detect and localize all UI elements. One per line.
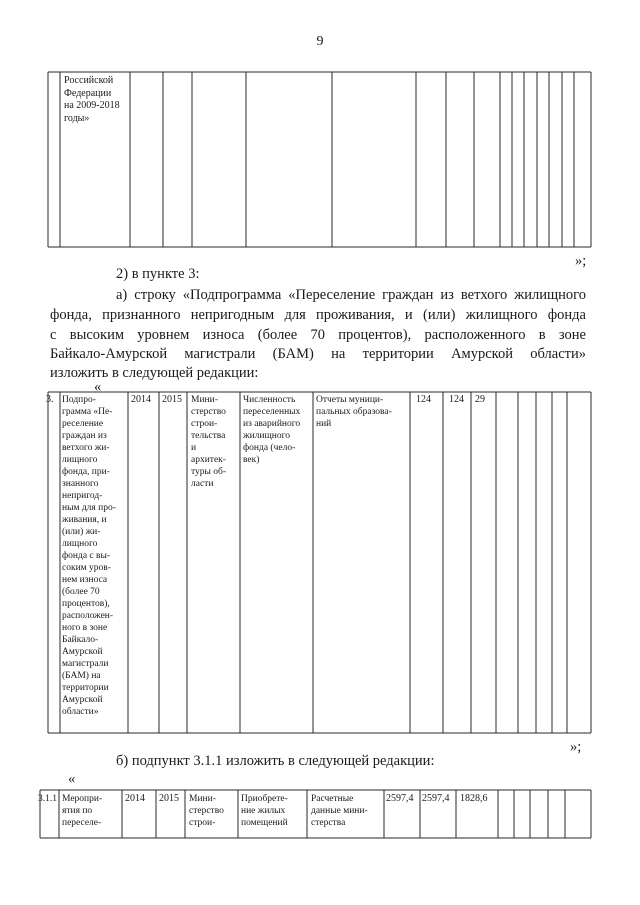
item-2-heading: 2) в пункте 3: xyxy=(116,266,200,282)
item-a-line-5: изложить в следующей редакции: xyxy=(50,365,259,381)
table-mid-v3: 29 xyxy=(475,394,485,405)
item-a-line-3: с высоким уровнем износа (более 70 процентов), расположенного в зоне xyxy=(50,327,586,343)
open-quote-2: « xyxy=(68,771,76,787)
table-bot-year-start: 2014 xyxy=(125,793,145,804)
item-b-heading: б) подпункт 3.1.1 изложить в следующей редакции: xyxy=(116,753,435,769)
item-a-line-1: а) строку «Подпрограмма «Переселение граждан из ветхого жилищного xyxy=(116,287,586,303)
table-bot-v3: 1828,6 xyxy=(460,793,488,804)
table-mid-year-end: 2015 xyxy=(162,394,182,405)
page-number: 9 xyxy=(316,34,324,49)
item-a-line-2: фонда, признанного непригодным для проживания, и (или) жилищного фонда xyxy=(50,307,586,323)
open-quote-1: « xyxy=(94,379,102,395)
table-bot-num: 3.1.1 xyxy=(38,794,57,804)
table-mid-year-start: 2014 xyxy=(131,394,151,405)
table-bot-indicator: Приобрете- ние жилых помещений xyxy=(241,794,288,828)
table-bot-source: Расчетные данные мини- стерства xyxy=(311,794,368,828)
table-mid-executor: Мини- стерство строи- тельства и архитек- туры об- ласти xyxy=(191,395,227,489)
table-mid-v2: 124 xyxy=(449,394,464,405)
table-bot-name: Меропри- ятия по переселе- xyxy=(62,794,103,828)
table-top-cell-name: Российской Федерации на 2009-2018 годы» xyxy=(64,75,120,124)
table-bot-v2: 2597,4 xyxy=(422,793,450,804)
close-quote-1: »; xyxy=(575,253,587,269)
table-mid-source: Отчеты муници- пальных образова- ний xyxy=(316,395,392,429)
table-mid-name: Подпро- грамма «Пе- реселение граждан из ветхого жи- лищного фонда, при- знанного непригод- ным для про- живания, и (или) жи- лищного фонда с вы- соким уров- нем износа (более 70 процентов), расположен- ного в зоне Байкало- Амурской магистрали (БАМ) на территории Амурской области» xyxy=(62,395,116,717)
table-mid-v1: 124 xyxy=(416,394,431,405)
table-mid-num: 3. xyxy=(46,394,54,405)
table-bot-year-end: 2015 xyxy=(159,793,179,804)
item-a-line-4: Байкало-Амурской магистрали (БАМ) на территории Амурской области» xyxy=(50,346,586,362)
close-quote-2: »; xyxy=(570,739,582,755)
table-mid-indicator: Численность переселенных из аварийного жилищного фонда (чело- век) xyxy=(243,395,301,465)
table-bot-v1: 2597,4 xyxy=(386,793,414,804)
table-bot-executor: Мини- стерство строи- xyxy=(189,794,224,828)
